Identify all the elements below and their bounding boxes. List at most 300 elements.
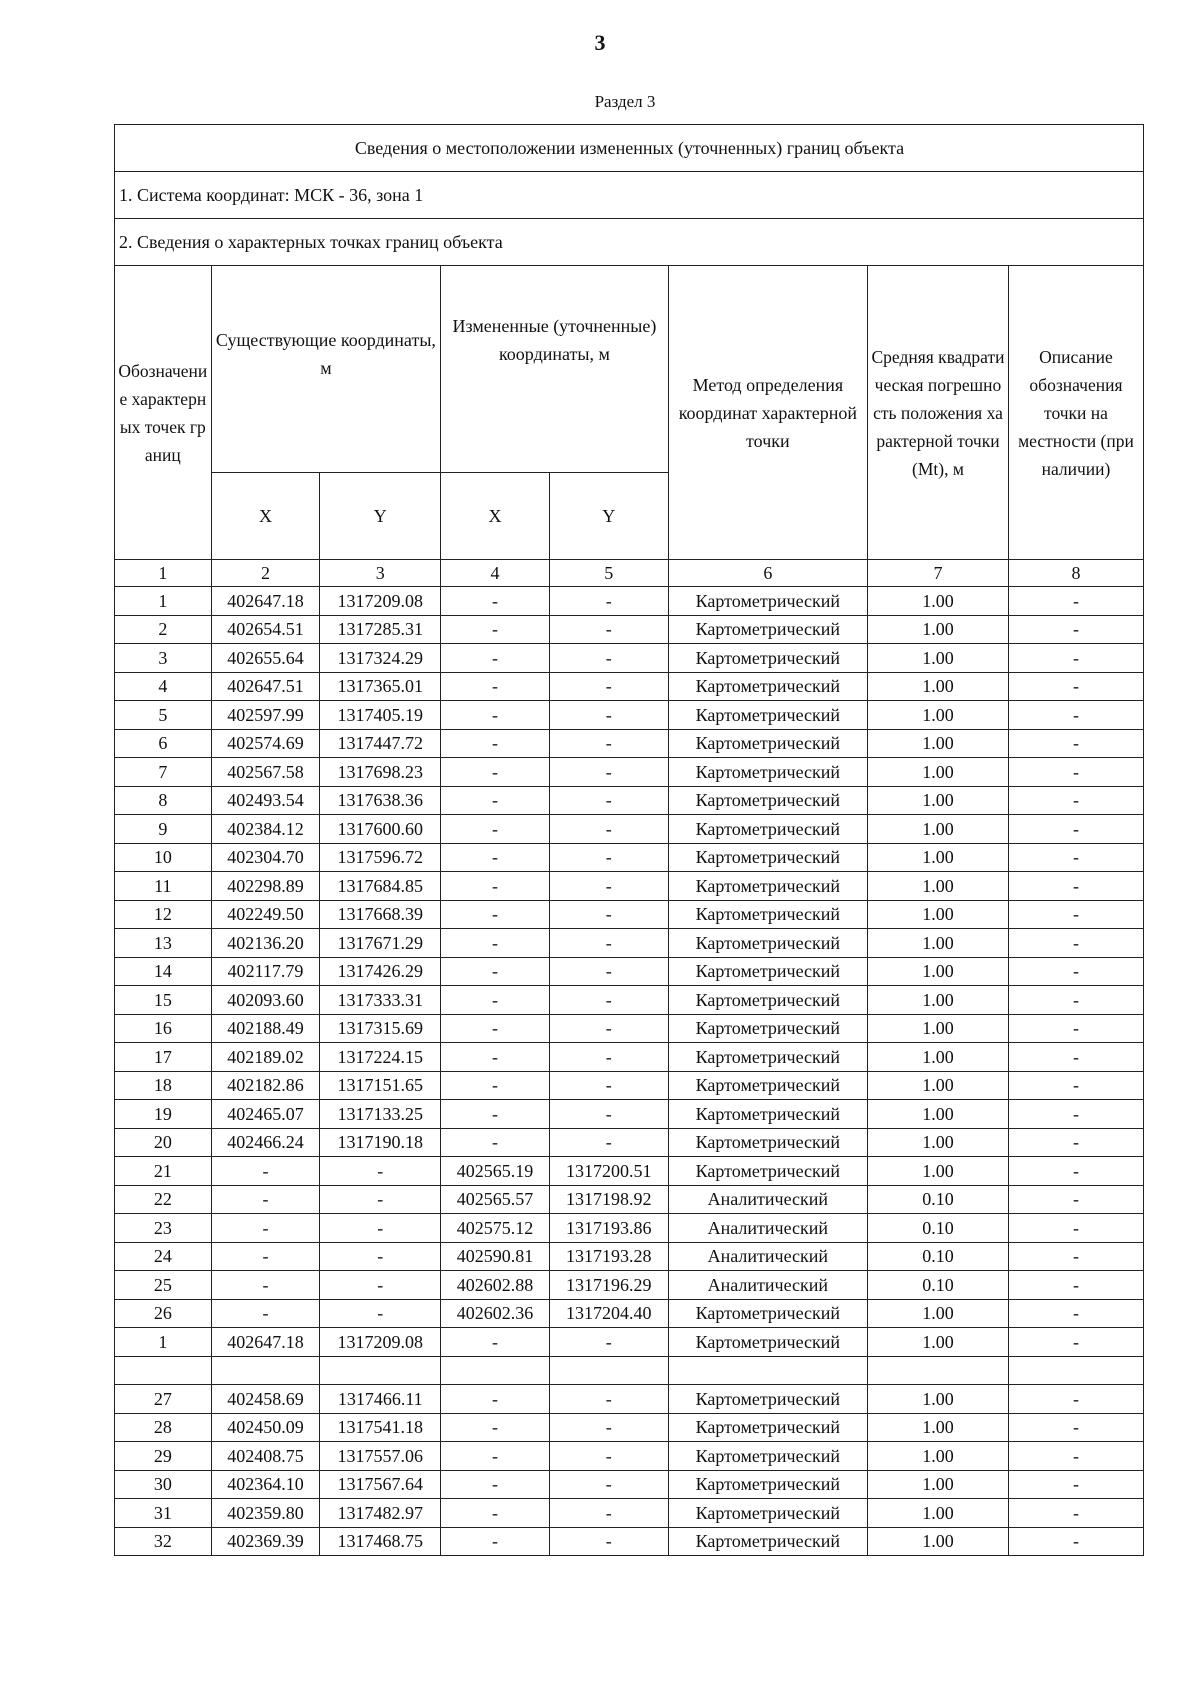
error-cell: 1.00	[868, 872, 1009, 901]
existing-x-cell: 402597.99	[211, 701, 320, 730]
existing-x-cell: 402408.75	[211, 1442, 320, 1471]
method-cell: Картометрический	[668, 1328, 867, 1357]
existing-y-cell: 1317482.97	[320, 1499, 441, 1528]
header-method: Метод определения координат характерной точки	[668, 266, 867, 560]
description-cell: -	[1008, 1128, 1143, 1157]
changed-y-cell: -	[549, 644, 668, 673]
table-row	[115, 1043, 1144, 1072]
method-cell: Картометрический	[668, 900, 867, 929]
header-changed-x: X	[441, 473, 550, 560]
table-row	[115, 900, 1144, 929]
existing-y-cell	[320, 1356, 441, 1385]
existing-y-cell: 1317567.64	[320, 1470, 441, 1499]
existing-x-cell: 402369.39	[211, 1527, 320, 1556]
table-row	[115, 1242, 1144, 1271]
changed-y-cell: -	[549, 1100, 668, 1129]
existing-y-cell: 1317596.72	[320, 843, 441, 872]
description-cell: -	[1008, 1299, 1143, 1328]
existing-x-cell: -	[211, 1185, 320, 1214]
table-row	[115, 587, 1144, 616]
description-cell: -	[1008, 957, 1143, 986]
point-id-cell: 7	[115, 758, 212, 787]
error-cell: 1.00	[868, 1385, 1009, 1414]
existing-y-cell: 1317466.11	[320, 1385, 441, 1414]
point-id-cell: 3	[115, 644, 212, 673]
changed-y-cell: 1317193.28	[549, 1242, 668, 1271]
table-row	[115, 1499, 1144, 1528]
method-cell: Аналитический	[668, 1271, 867, 1300]
table-title: Сведения о местоположении измененных (уточненных) границ объекта	[115, 125, 1144, 172]
description-cell: -	[1008, 1185, 1143, 1214]
existing-x-cell: 402364.10	[211, 1470, 320, 1499]
point-id-cell: 11	[115, 872, 212, 901]
error-cell: 0.10	[868, 1271, 1009, 1300]
header-description: Описание обозначения точки на местности (при наличии)	[1008, 266, 1143, 560]
existing-x-cell: 402647.18	[211, 587, 320, 616]
table-row	[115, 672, 1144, 701]
changed-y-cell: -	[549, 900, 668, 929]
existing-y-cell: 1317668.39	[320, 900, 441, 929]
method-cell	[668, 1356, 867, 1385]
method-cell: Картометрический	[668, 758, 867, 787]
changed-y-cell: -	[549, 672, 668, 701]
existing-y-cell: 1317426.29	[320, 957, 441, 986]
method-cell: Картометрический	[668, 644, 867, 673]
point-id-cell: 32	[115, 1527, 212, 1556]
table-row	[115, 729, 1144, 758]
description-cell: -	[1008, 1043, 1143, 1072]
existing-x-cell: 402466.24	[211, 1128, 320, 1157]
error-cell: 1.00	[868, 1328, 1009, 1357]
point-id-cell: 5	[115, 701, 212, 730]
existing-y-cell: 1317209.08	[320, 1328, 441, 1357]
table-row	[115, 1071, 1144, 1100]
existing-x-cell: 402465.07	[211, 1100, 320, 1129]
changed-y-cell: -	[549, 1527, 668, 1556]
description-cell: -	[1008, 843, 1143, 872]
changed-x-cell: 402565.57	[441, 1185, 550, 1214]
changed-y-cell: 1317200.51	[549, 1157, 668, 1186]
table-row	[115, 786, 1144, 815]
error-cell: 0.10	[868, 1185, 1009, 1214]
method-cell: Картометрический	[668, 929, 867, 958]
existing-y-cell: -	[320, 1157, 441, 1186]
point-id-cell: 8	[115, 786, 212, 815]
existing-x-cell: -	[211, 1271, 320, 1300]
point-id-cell: 1	[115, 1328, 212, 1357]
table-row	[115, 1470, 1144, 1499]
changed-x-cell: -	[441, 758, 550, 787]
table-row	[115, 929, 1144, 958]
existing-y-cell: 1317638.36	[320, 786, 441, 815]
table-row	[115, 1328, 1144, 1357]
point-id-cell: 19	[115, 1100, 212, 1129]
point-id-cell: 15	[115, 986, 212, 1015]
existing-x-cell: 402458.69	[211, 1385, 320, 1414]
description-cell: -	[1008, 815, 1143, 844]
error-cell: 1.00	[868, 615, 1009, 644]
error-cell: 1.00	[868, 729, 1009, 758]
method-cell: Картометрический	[668, 957, 867, 986]
error-cell: 1.00	[868, 1442, 1009, 1471]
existing-y-cell: 1317333.31	[320, 986, 441, 1015]
method-cell: Картометрический	[668, 1100, 867, 1129]
method-cell: Картометрический	[668, 1470, 867, 1499]
error-cell: 1.00	[868, 758, 1009, 787]
changed-x-cell: -	[441, 1100, 550, 1129]
point-id-cell: 2	[115, 615, 212, 644]
description-cell: -	[1008, 1242, 1143, 1271]
method-cell: Картометрический	[668, 1442, 867, 1471]
point-id-cell: 16	[115, 1014, 212, 1043]
description-cell: -	[1008, 1014, 1143, 1043]
changed-x-cell: -	[441, 1385, 550, 1414]
existing-y-cell: -	[320, 1242, 441, 1271]
method-cell: Картометрический	[668, 1071, 867, 1100]
error-cell: 1.00	[868, 900, 1009, 929]
method-cell: Картометрический	[668, 1385, 867, 1414]
section-title: Раздел 3	[594, 92, 656, 111]
column-number: 3	[320, 560, 441, 587]
error-cell: 1.00	[868, 1413, 1009, 1442]
existing-y-cell: 1317684.85	[320, 872, 441, 901]
column-number: 4	[441, 560, 550, 587]
error-cell: 1.00	[868, 672, 1009, 701]
changed-y-cell: -	[549, 1071, 668, 1100]
changed-y-cell: -	[549, 615, 668, 644]
existing-x-cell: 402647.51	[211, 672, 320, 701]
error-cell: 1.00	[868, 1299, 1009, 1328]
table-row	[115, 1356, 1144, 1385]
changed-x-cell: 402602.88	[441, 1271, 550, 1300]
changed-y-cell: -	[549, 1385, 668, 1414]
description-cell: -	[1008, 729, 1143, 758]
changed-x-cell: -	[441, 729, 550, 758]
changed-x-cell: -	[441, 1470, 550, 1499]
existing-x-cell: 402655.64	[211, 644, 320, 673]
existing-y-cell: 1317190.18	[320, 1128, 441, 1157]
changed-y-cell: -	[549, 843, 668, 872]
table-row	[115, 1100, 1144, 1129]
point-id-cell: 21	[115, 1157, 212, 1186]
error-cell: 1.00	[868, 1014, 1009, 1043]
changed-y-cell: -	[549, 786, 668, 815]
column-number: 8	[1008, 560, 1143, 587]
error-cell: 1.00	[868, 1527, 1009, 1556]
changed-x-cell: -	[441, 1014, 550, 1043]
changed-x-cell: -	[441, 644, 550, 673]
description-cell: -	[1008, 1071, 1143, 1100]
changed-x-cell: 402565.19	[441, 1157, 550, 1186]
description-cell: -	[1008, 1442, 1143, 1471]
method-cell: Картометрический	[668, 872, 867, 901]
header-existing-x: X	[211, 473, 320, 560]
column-number: 5	[549, 560, 668, 587]
method-cell: Аналитический	[668, 1214, 867, 1243]
existing-y-cell: -	[320, 1185, 441, 1214]
existing-y-cell: -	[320, 1214, 441, 1243]
changed-x-cell: -	[441, 587, 550, 616]
error-cell: 1.00	[868, 957, 1009, 986]
changed-x-cell: -	[441, 701, 550, 730]
changed-x-cell: -	[441, 1328, 550, 1357]
description-cell: -	[1008, 644, 1143, 673]
method-cell: Картометрический	[668, 1043, 867, 1072]
description-cell: -	[1008, 672, 1143, 701]
point-id-cell: 20	[115, 1128, 212, 1157]
existing-y-cell: 1317209.08	[320, 587, 441, 616]
description-cell: -	[1008, 587, 1143, 616]
table-row	[115, 986, 1144, 1015]
changed-x-cell: -	[441, 843, 550, 872]
point-id-cell: 27	[115, 1385, 212, 1414]
points-heading: 2. Сведения о характерных точках границ объекта	[115, 219, 1144, 266]
description-cell: -	[1008, 1385, 1143, 1414]
method-cell: Картометрический	[668, 672, 867, 701]
existing-y-cell: 1317151.65	[320, 1071, 441, 1100]
existing-x-cell: 402359.80	[211, 1499, 320, 1528]
table-row	[115, 1385, 1144, 1414]
table-row	[115, 1157, 1144, 1186]
existing-y-cell: 1317365.01	[320, 672, 441, 701]
method-cell: Картометрический	[668, 1499, 867, 1528]
table-row	[115, 957, 1144, 986]
changed-x-cell: -	[441, 1527, 550, 1556]
description-cell: -	[1008, 929, 1143, 958]
header-existing-coords: Существующие координаты, м	[211, 266, 441, 473]
point-id-cell: 26	[115, 1299, 212, 1328]
existing-x-cell: 402117.79	[211, 957, 320, 986]
changed-x-cell: 402575.12	[441, 1214, 550, 1243]
point-id-cell: 10	[115, 843, 212, 872]
description-cell: -	[1008, 1470, 1143, 1499]
point-id-cell: 31	[115, 1499, 212, 1528]
changed-y-cell: -	[549, 1470, 668, 1499]
existing-y-cell: 1317315.69	[320, 1014, 441, 1043]
error-cell: 1.00	[868, 815, 1009, 844]
point-id-cell: 29	[115, 1442, 212, 1471]
method-cell: Картометрический	[668, 786, 867, 815]
table-row	[115, 615, 1144, 644]
table-row	[115, 644, 1144, 673]
coordinates-table	[114, 124, 1144, 1556]
table-row	[115, 1271, 1144, 1300]
description-cell: -	[1008, 701, 1143, 730]
changed-y-cell: -	[549, 957, 668, 986]
point-id-cell: 4	[115, 672, 212, 701]
table-row	[115, 1014, 1144, 1043]
existing-x-cell: 402450.09	[211, 1413, 320, 1442]
table-row	[115, 872, 1144, 901]
error-cell: 1.00	[868, 1128, 1009, 1157]
table-row	[115, 1299, 1144, 1328]
changed-x-cell: -	[441, 986, 550, 1015]
changed-y-cell: -	[549, 929, 668, 958]
changed-x-cell: -	[441, 900, 550, 929]
method-cell: Картометрический	[668, 843, 867, 872]
point-id-cell: 6	[115, 729, 212, 758]
description-cell: -	[1008, 1413, 1143, 1442]
changed-y-cell: -	[549, 1442, 668, 1471]
column-number: 7	[868, 560, 1009, 587]
existing-y-cell: -	[320, 1271, 441, 1300]
point-id-cell: 17	[115, 1043, 212, 1072]
existing-x-cell: 402647.18	[211, 1328, 320, 1357]
header-error: Средняя квадратическая погрешность положения характерной точки (Mt), м	[868, 266, 1009, 560]
description-cell: -	[1008, 1157, 1143, 1186]
description-cell: -	[1008, 872, 1143, 901]
changed-y-cell: -	[549, 815, 668, 844]
method-cell: Картометрический	[668, 701, 867, 730]
error-cell: 1.00	[868, 1071, 1009, 1100]
changed-x-cell: -	[441, 786, 550, 815]
error-cell: 1.00	[868, 986, 1009, 1015]
existing-x-cell: -	[211, 1242, 320, 1271]
description-cell: -	[1008, 758, 1143, 787]
existing-x-cell: 402298.89	[211, 872, 320, 901]
changed-y-cell: 1317204.40	[549, 1299, 668, 1328]
point-id-cell: 30	[115, 1470, 212, 1499]
point-id-cell: 13	[115, 929, 212, 958]
existing-x-cell	[211, 1356, 320, 1385]
table-row	[115, 1442, 1144, 1471]
error-cell: 1.00	[868, 929, 1009, 958]
changed-x-cell: -	[441, 929, 550, 958]
changed-x-cell	[441, 1356, 550, 1385]
error-cell	[868, 1356, 1009, 1385]
method-cell: Картометрический	[668, 587, 867, 616]
description-cell	[1008, 1356, 1143, 1385]
existing-x-cell: 402574.69	[211, 729, 320, 758]
table-row	[115, 1128, 1144, 1157]
existing-x-cell: 402188.49	[211, 1014, 320, 1043]
existing-y-cell: -	[320, 1299, 441, 1328]
error-cell: 1.00	[868, 1157, 1009, 1186]
existing-x-cell: 402136.20	[211, 929, 320, 958]
changed-x-cell: -	[441, 1413, 550, 1442]
error-cell: 1.00	[868, 1470, 1009, 1499]
changed-x-cell: -	[441, 872, 550, 901]
header-changed-coords: Измененные (уточненные) координаты, м	[441, 266, 669, 473]
existing-x-cell: 402384.12	[211, 815, 320, 844]
changed-y-cell: -	[549, 986, 668, 1015]
header-existing-y: Y	[320, 473, 441, 560]
header-changed-y: Y	[549, 473, 668, 560]
point-id-cell: 1	[115, 587, 212, 616]
changed-x-cell: -	[441, 1499, 550, 1528]
changed-x-cell: -	[441, 615, 550, 644]
header-point-designation: Обозначение характерных точек границ	[115, 266, 212, 560]
table-row	[115, 758, 1144, 787]
changed-y-cell: -	[549, 1128, 668, 1157]
table-row	[115, 843, 1144, 872]
method-cell: Картометрический	[668, 986, 867, 1015]
changed-y-cell: 1317193.86	[549, 1214, 668, 1243]
changed-x-cell: 402590.81	[441, 1242, 550, 1271]
point-id-cell: 14	[115, 957, 212, 986]
description-cell: -	[1008, 1499, 1143, 1528]
existing-y-cell: 1317447.72	[320, 729, 441, 758]
method-cell: Картометрический	[668, 1128, 867, 1157]
changed-y-cell: -	[549, 587, 668, 616]
description-cell: -	[1008, 1527, 1143, 1556]
point-id-cell: 25	[115, 1271, 212, 1300]
point-id-cell: 22	[115, 1185, 212, 1214]
existing-y-cell: 1317405.19	[320, 701, 441, 730]
description-cell: -	[1008, 1328, 1143, 1357]
table-row	[115, 701, 1144, 730]
changed-y-cell: -	[549, 1328, 668, 1357]
description-cell: -	[1008, 986, 1143, 1015]
table-row	[115, 1413, 1144, 1442]
existing-x-cell: 402567.58	[211, 758, 320, 787]
existing-y-cell: 1317600.60	[320, 815, 441, 844]
existing-y-cell: 1317671.29	[320, 929, 441, 958]
page-number: 3	[594, 30, 606, 55]
error-cell: 1.00	[868, 1043, 1009, 1072]
error-cell: 0.10	[868, 1214, 1009, 1243]
column-number: 2	[211, 560, 320, 587]
point-id-cell: 28	[115, 1413, 212, 1442]
description-cell: -	[1008, 1214, 1143, 1243]
existing-x-cell: 402304.70	[211, 843, 320, 872]
changed-y-cell: -	[549, 872, 668, 901]
existing-y-cell: 1317698.23	[320, 758, 441, 787]
existing-y-cell: 1317133.25	[320, 1100, 441, 1129]
method-cell: Картометрический	[668, 1014, 867, 1043]
point-id-cell: 23	[115, 1214, 212, 1243]
method-cell: Аналитический	[668, 1185, 867, 1214]
existing-x-cell: 402182.86	[211, 1071, 320, 1100]
method-cell: Картометрический	[668, 1413, 867, 1442]
error-cell: 1.00	[868, 587, 1009, 616]
error-cell: 1.00	[868, 701, 1009, 730]
table-row	[115, 1527, 1144, 1556]
existing-y-cell: 1317541.18	[320, 1413, 441, 1442]
method-cell: Аналитический	[668, 1242, 867, 1271]
existing-x-cell: 402249.50	[211, 900, 320, 929]
description-cell: -	[1008, 615, 1143, 644]
method-cell: Картометрический	[668, 815, 867, 844]
changed-x-cell: 402602.36	[441, 1299, 550, 1328]
changed-y-cell: -	[549, 1014, 668, 1043]
method-cell: Картометрический	[668, 1527, 867, 1556]
changed-y-cell: -	[549, 1413, 668, 1442]
existing-x-cell: -	[211, 1214, 320, 1243]
changed-x-cell: -	[441, 957, 550, 986]
point-id-cell	[115, 1356, 212, 1385]
changed-y-cell: 1317196.29	[549, 1271, 668, 1300]
existing-y-cell: 1317468.75	[320, 1527, 441, 1556]
changed-y-cell: -	[549, 1499, 668, 1528]
point-id-cell: 12	[115, 900, 212, 929]
method-cell: Картометрический	[668, 1157, 867, 1186]
column-number: 1	[115, 560, 212, 587]
changed-x-cell: -	[441, 672, 550, 701]
error-cell: 1.00	[868, 786, 1009, 815]
error-cell: 1.00	[868, 1499, 1009, 1528]
description-cell: -	[1008, 1100, 1143, 1129]
point-id-cell: 24	[115, 1242, 212, 1271]
existing-x-cell: -	[211, 1299, 320, 1328]
existing-x-cell: 402654.51	[211, 615, 320, 644]
coordinate-system: 1. Система координат: МСК - 36, зона 1	[115, 172, 1144, 219]
changed-x-cell: -	[441, 1442, 550, 1471]
point-id-cell: 18	[115, 1071, 212, 1100]
changed-x-cell: -	[441, 1071, 550, 1100]
table-row	[115, 815, 1144, 844]
method-cell: Картометрический	[668, 729, 867, 758]
